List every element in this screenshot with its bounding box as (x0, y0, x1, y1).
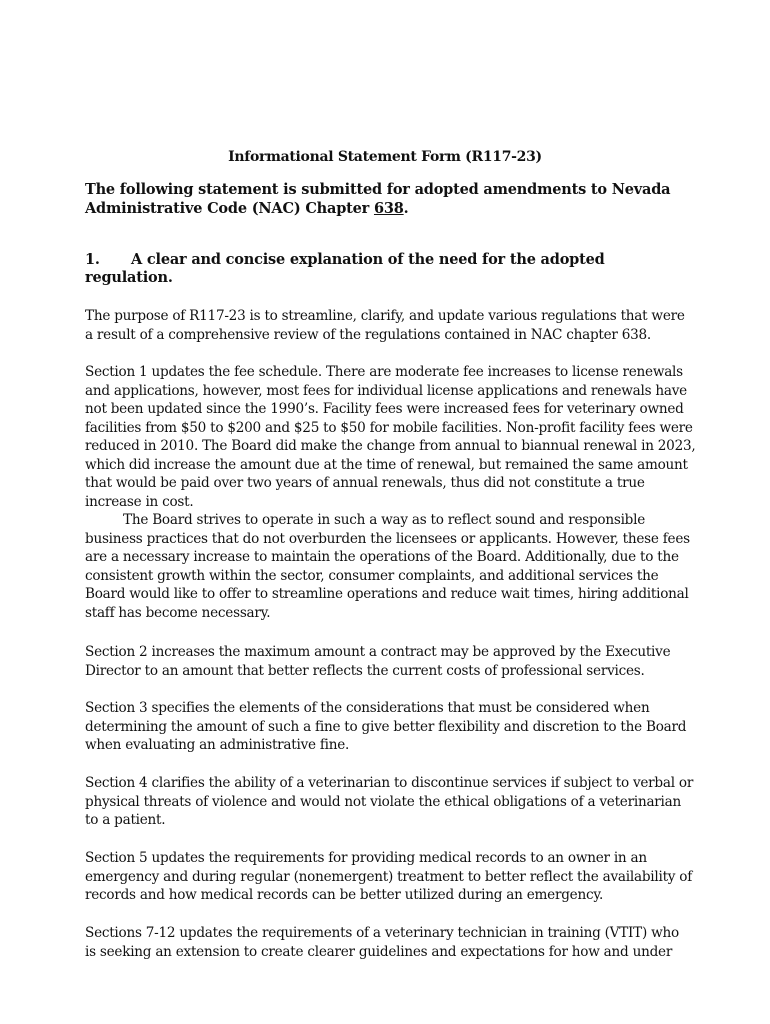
sections-7-12-paragraph: Sections 7-12 updates the requirements of a veterinary technician in training (VTIT) who is seeking an extension to create clearer guidelines and expectations for how and under (85, 925, 679, 960)
section-3-paragraph: Section 3 specifies the elements of the considerations that must be considered when determining the amount of such a fine to give better flexibility and discretion to the Board when evaluating an administrative fine. (85, 700, 687, 753)
intro-text: The following statement is submitted for adopted amendments to Nevada Administrative Code (NAC) Chapter (85, 181, 671, 217)
section-4-paragraph: Section 4 clarifies the ability of a veterinarian to discontinue services if subject to verbal or physical threats of violence and would not violate the ethical obligations of a veterinarian to a patient. (85, 775, 694, 828)
chapter-link[interactable]: 638 (373, 200, 404, 217)
heading-text: A clear and concise explanation of the need for the adopted regulation. (85, 251, 605, 286)
intro-end: . (403, 200, 409, 217)
section-1-board-paragraph: The Board strives to operate in such a way as to reflect sound and responsible business practices that do not overburden the licensees or applicants. However, these fees are a necessary increase to maintain the operations of the Board. Additionally, due to the consistent growth within the sector, consumer complaints, and additional services the Board would like to offer to streamline operations and reduce wait times, hiring additional staff has become necessary. (85, 512, 690, 621)
purpose-paragraph: The purpose of R117-23 is to streamline, clarify, and update various regulations that were a result of a comprehensive review of the regulations contained in NAC chapter 638. (85, 308, 685, 343)
section-1-paragraph: Section 1 updates the fee schedule. There are moderate fee increases to license renewals and applications, however, most fees for individual license applications and renewals have not been updated since the 1990’s. Facility fees were increased fees for veterinary owned facilities from $50 to $200 and $25 to $50 for mobile facilities. Non-profit facility fees were reduced in 2010. The Board did make the change from annual to biannual renewal in 2023, which did increase the amount due at the time of renewal, but remained the same amount that would be paid over two years of annual renewals, thus did not constitute a true increase in cost. (85, 364, 696, 510)
heading-number: 1. (85, 251, 100, 268)
section-5-paragraph: Section 5 updates the requirements for providing medical records to an owner in an emergency and during regular (nonemergent) treatment to better reflect the availability of records and how medical records can be better utilized during an emergency. (85, 850, 693, 903)
section-2-paragraph: Section 2 increases the maximum amount a contract may be approved by the Executive Director to an amount that better reflects the current costs of professional services. (85, 644, 671, 679)
form-title: Informational Statement Form (R117-23) (228, 149, 542, 165)
intro-statement (85, 180, 685, 218)
section-heading (85, 251, 685, 287)
